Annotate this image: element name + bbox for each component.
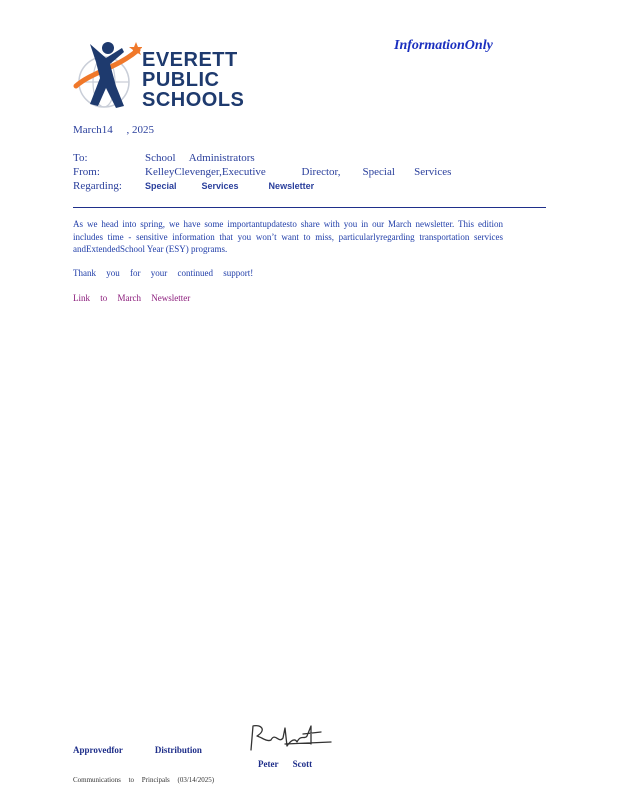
- district-name: [142, 50, 244, 110]
- to-line: [73, 152, 255, 164]
- logo-line-3: SCHOOLS: [142, 89, 245, 111]
- district-logo: [72, 38, 252, 110]
- signature-image: [245, 720, 335, 758]
- header-divider: [73, 207, 546, 208]
- footer-note: Communications to Principals (03/14/2025): [73, 776, 215, 784]
- to-label: To:: [73, 152, 88, 164]
- from-value: KelleyClevenger,Executive Director, Special Services: [145, 166, 452, 178]
- information-only-label: InformationOnly: [394, 38, 493, 53]
- newsletter-link[interactable]: Link to March Newsletter: [73, 293, 191, 303]
- logo-line-2: PUBLIC: [142, 69, 220, 91]
- memo-date: March14 , 2025: [73, 124, 154, 136]
- from-line: [73, 166, 451, 178]
- approval-label: Approvedfor Distribution: [73, 745, 202, 755]
- from-label: From:: [73, 166, 100, 178]
- memo-body: As we head into spring, we have some importantupdatesto share with you in our March newsletter. This edition includes time - sensitive information that you won’t want to miss, particularlyregarding transportation services andExtendedSchool Year (ESY) programs.: [73, 219, 503, 254]
- regarding-label: Regarding:: [73, 180, 122, 192]
- signer-name: Peter Scott: [258, 759, 313, 769]
- logo-line-1: EVERETT: [142, 49, 238, 71]
- regarding-value: Special Services Newsletter: [145, 181, 315, 191]
- to-value: School Administrators: [145, 152, 255, 164]
- regarding-line: [73, 180, 314, 192]
- thanks-text: Thank you for your continued support!: [73, 268, 254, 278]
- district-logo-icon: [72, 38, 142, 110]
